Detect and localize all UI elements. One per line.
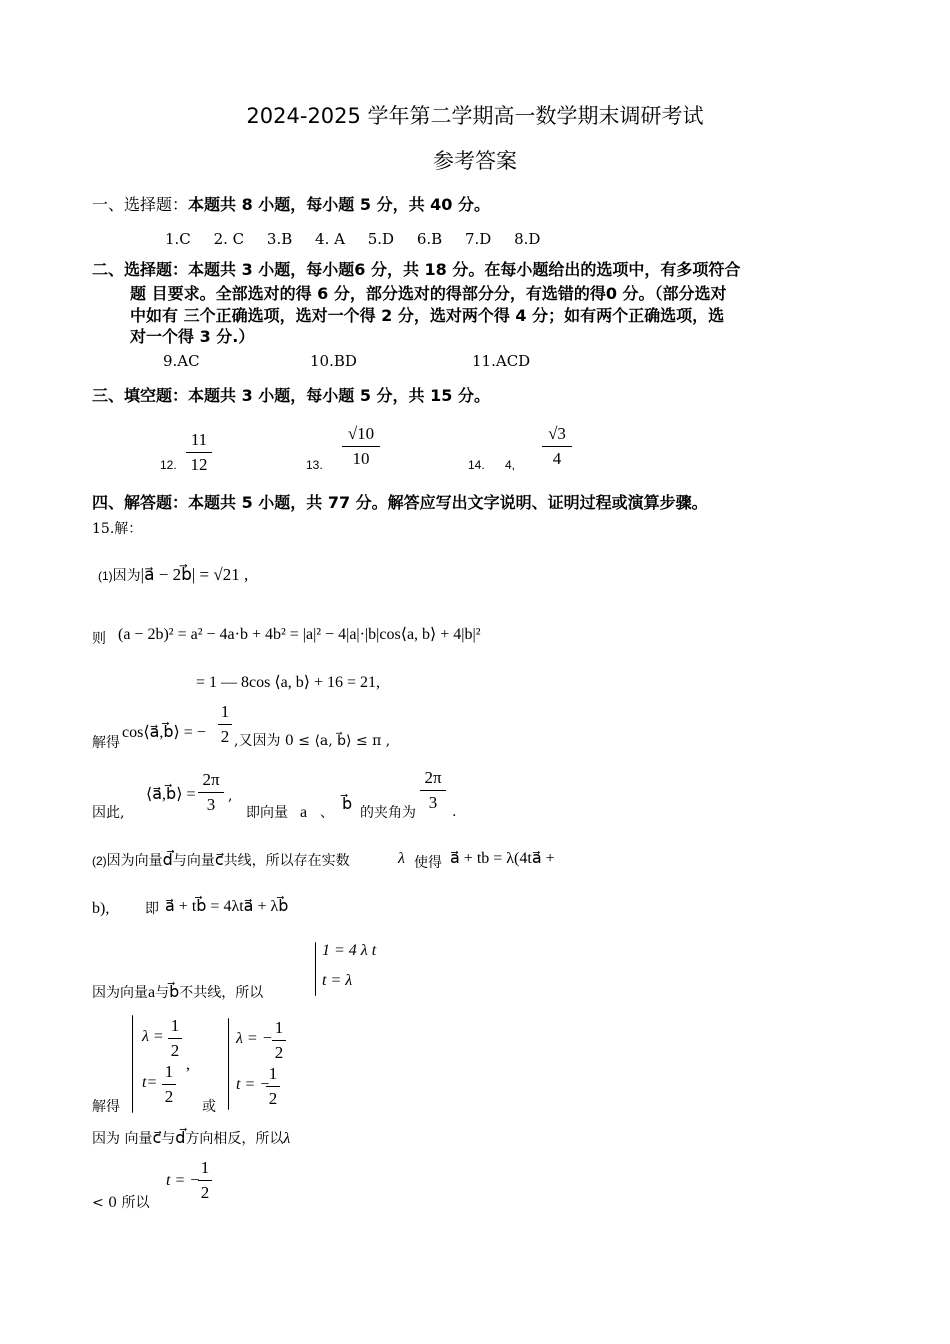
part-2-text-2: 与向量 xyxy=(172,853,215,869)
system-a-lambda: λ = xyxy=(142,1028,164,1045)
then-label: 则 xyxy=(92,631,106,647)
answer-11: 11.ACD xyxy=(472,352,531,370)
answer-2: 2. C xyxy=(213,230,245,248)
or-label: 或 xyxy=(202,1099,216,1115)
cos-value-numerator: 1 xyxy=(220,702,230,721)
part-2-premise xyxy=(92,850,350,870)
vector-d: d⃗ xyxy=(162,852,173,869)
section-1-prefix: 一、选择题： xyxy=(92,195,189,214)
section-1-desc: 本题共 8 小题，每小题 5 分，共 40 分。 xyxy=(188,195,490,214)
cos-equation: cos⟨a⃗,b⃗⟩ = − xyxy=(122,724,206,741)
noncol-text-2: 不共线，所以 xyxy=(179,985,264,1001)
system-a-brace xyxy=(132,1015,133,1113)
angle-answer-denominator: 3 xyxy=(428,793,438,812)
system-a-t-num: 1 xyxy=(164,1062,174,1081)
answer-8: 8.D xyxy=(514,230,541,248)
page-subtitle: 参考答案 xyxy=(433,149,517,173)
expansion-result: = 1 — 8cos ⟨a, b⟩ + 16 = 21, xyxy=(196,674,380,691)
section-1-answers xyxy=(165,230,540,248)
answer-6: 6.B xyxy=(416,230,443,248)
answer-7: 7.D xyxy=(465,230,492,248)
part-2-text-1: 因为向量 xyxy=(106,853,163,869)
answer-13-fraction xyxy=(342,424,380,469)
part-2-text-4: 使得 xyxy=(414,855,442,871)
answer-14-denominator: 4 xyxy=(552,449,562,468)
answer-3: 3.B xyxy=(266,230,293,248)
vector-c: c⃗ xyxy=(214,852,224,869)
answer-12-label: 12. xyxy=(160,458,177,472)
section-1-heading xyxy=(92,192,490,215)
opp-lambda: λ xyxy=(283,1130,291,1147)
system-a-lambda-fraction xyxy=(168,1016,182,1061)
system-b-t-den: 2 xyxy=(268,1089,278,1108)
answer-12-denominator: 12 xyxy=(190,455,208,474)
vector-a: a xyxy=(300,804,308,821)
system-b-t-num: 1 xyxy=(268,1064,278,1083)
ie-vector-label: 即向量 xyxy=(246,805,288,821)
angle-is-label: 的夹角为 xyxy=(360,805,416,821)
opposite-direction-statement xyxy=(92,1128,290,1148)
angle-answer-numerator: 2π xyxy=(424,768,442,787)
comma: , xyxy=(228,788,233,804)
section-2-line-1: 二、选择题：本题共 3 小题，每小题6 分，共 18 分。在每小题给出的选项中，有多项符合 xyxy=(92,260,741,279)
noncol-text-1: 因为向量 xyxy=(92,985,148,1001)
cos-value-fraction xyxy=(218,702,232,747)
system-b-lambda-fraction xyxy=(272,1018,286,1063)
opp-vector-d: d⃗ xyxy=(175,1130,186,1147)
system-b-lambda-den: 2 xyxy=(274,1043,284,1062)
part-1-because: 因为 xyxy=(112,568,141,584)
solved-label-2: 解得 xyxy=(92,1099,120,1115)
angle-answer-fraction xyxy=(420,768,446,813)
system-a-t: t= xyxy=(142,1074,158,1091)
part-2-equation-1: a⃗ + tb = λ(4ta⃗ + xyxy=(450,850,555,867)
angle-equation: ⟨a⃗,b⃗⟩ = xyxy=(146,786,196,803)
section-2-line-4: 对一个得 3 分.） xyxy=(130,327,255,346)
system-a-comma: , xyxy=(186,1056,190,1073)
angle-value-numerator: 2π xyxy=(202,770,220,789)
part-2-text-3: 共线，所以存在实数 xyxy=(223,853,350,869)
answer-12-numerator: 11 xyxy=(190,430,208,449)
solved-label: 解得 xyxy=(92,735,120,751)
final-t-fraction xyxy=(198,1158,212,1203)
section-4-heading: 四、解答题：本题共 5 小题，共 77 分。解答应写出文字说明、证明过程或演算步骤。 xyxy=(92,493,708,512)
therefore-label: 因此, xyxy=(92,805,125,821)
system-a-lambda-num: 1 xyxy=(170,1016,180,1035)
opp-text-2: 与 xyxy=(161,1131,176,1147)
final-t-den: 2 xyxy=(200,1183,210,1202)
noncol-vector-a: a xyxy=(148,984,156,1001)
section-2-line-3: 中如有 三个正确选项，选对一个得 2 分，选对两个得 4 分；如有两个正确选项，选 xyxy=(130,306,725,325)
answer-13-denominator: 10 xyxy=(352,449,370,468)
angle-value-fraction xyxy=(198,770,224,815)
part-2-equation-3: a⃗ + tb⃗ = 4λta⃗ + λb⃗ xyxy=(165,898,289,915)
answer-13-label: 13. xyxy=(306,458,323,472)
noncol-and: 与 xyxy=(155,985,170,1001)
system-1-line-2: t = λ xyxy=(322,972,353,989)
answer-14-label: 14. xyxy=(468,458,485,472)
system-1-line-1: 1 = 4 λ t xyxy=(322,942,377,959)
answer-1: 1.C xyxy=(165,230,191,248)
answer-4: 4. A xyxy=(315,230,345,248)
answer-14-numerator: √3 xyxy=(548,424,566,443)
angle-range: ,又因为 0 ≤ ⟨a, b⃗⟩ ≤ π , xyxy=(234,733,391,749)
opp-text-1: 因为 向量 xyxy=(92,1131,153,1147)
system-b-lambda: λ = − xyxy=(236,1030,273,1047)
part-1-equation: |a⃗ − 2b⃗| = √21 , xyxy=(140,565,249,584)
less-than-zero: < 0 所以 xyxy=(92,1195,150,1211)
ie-label: 即 xyxy=(145,901,159,917)
vector-b: b⃗ xyxy=(342,796,353,813)
angle-value-denominator: 3 xyxy=(206,795,216,814)
page-title: 2024-2025 学年第二学期高一数学期末调研考试 xyxy=(246,104,704,128)
system-b-t: t = − xyxy=(236,1076,271,1093)
answer-9: 9.AC xyxy=(163,352,200,370)
answer-13-numerator: √10 xyxy=(347,424,375,443)
answer-14-fraction xyxy=(542,424,572,469)
period: . xyxy=(452,804,457,820)
system-b-brace xyxy=(228,1018,229,1110)
separator: 、 xyxy=(320,805,334,821)
opp-vector-c: c⃗ xyxy=(152,1130,162,1147)
system-1-brace xyxy=(315,942,316,996)
opp-text-3: 方向相反，所以 xyxy=(185,1131,284,1147)
answer-5: 5.D xyxy=(367,230,395,248)
answer-12-fraction xyxy=(186,430,212,475)
lambda-symbol: λ xyxy=(398,850,405,867)
answer-10: 10.BD xyxy=(310,352,357,370)
final-t-num: 1 xyxy=(200,1158,210,1177)
section-3-heading: 三、填空题：本题共 3 小题，每小题 5 分，共 15 分。 xyxy=(92,386,490,405)
part-1-premise xyxy=(98,565,248,585)
system-a-t-den: 2 xyxy=(164,1087,174,1106)
system-a-lambda-den: 2 xyxy=(170,1041,180,1060)
system-a-t-fraction xyxy=(162,1062,176,1107)
solution-15-label: 15.解： xyxy=(92,521,143,537)
expansion-equation: (a − 2b)² = a² − 4a·b + 4b² = |a|² − 4|a|·|b|cos⟨a, b⟩ + 4|b|² xyxy=(118,626,481,643)
part-2-equation-2: b), xyxy=(92,900,110,917)
system-b-lambda-num: 1 xyxy=(274,1018,284,1037)
section-2-line-2: 题 目要求。全部选对的得 6 分，部分选对的得部分分，有选错的得0 分。（部分选对 xyxy=(130,284,727,303)
noncol-vector-b: b⃗ xyxy=(169,984,180,1001)
answer-14-prefix: 4, xyxy=(505,458,516,472)
noncollinear-statement xyxy=(92,982,263,1002)
part-1-label: (1) xyxy=(98,569,113,583)
part-2-label: (2) xyxy=(92,854,107,868)
cos-value-denominator: 2 xyxy=(220,727,230,746)
system-b-t-fraction xyxy=(266,1064,280,1109)
final-t: t = − xyxy=(166,1172,201,1189)
